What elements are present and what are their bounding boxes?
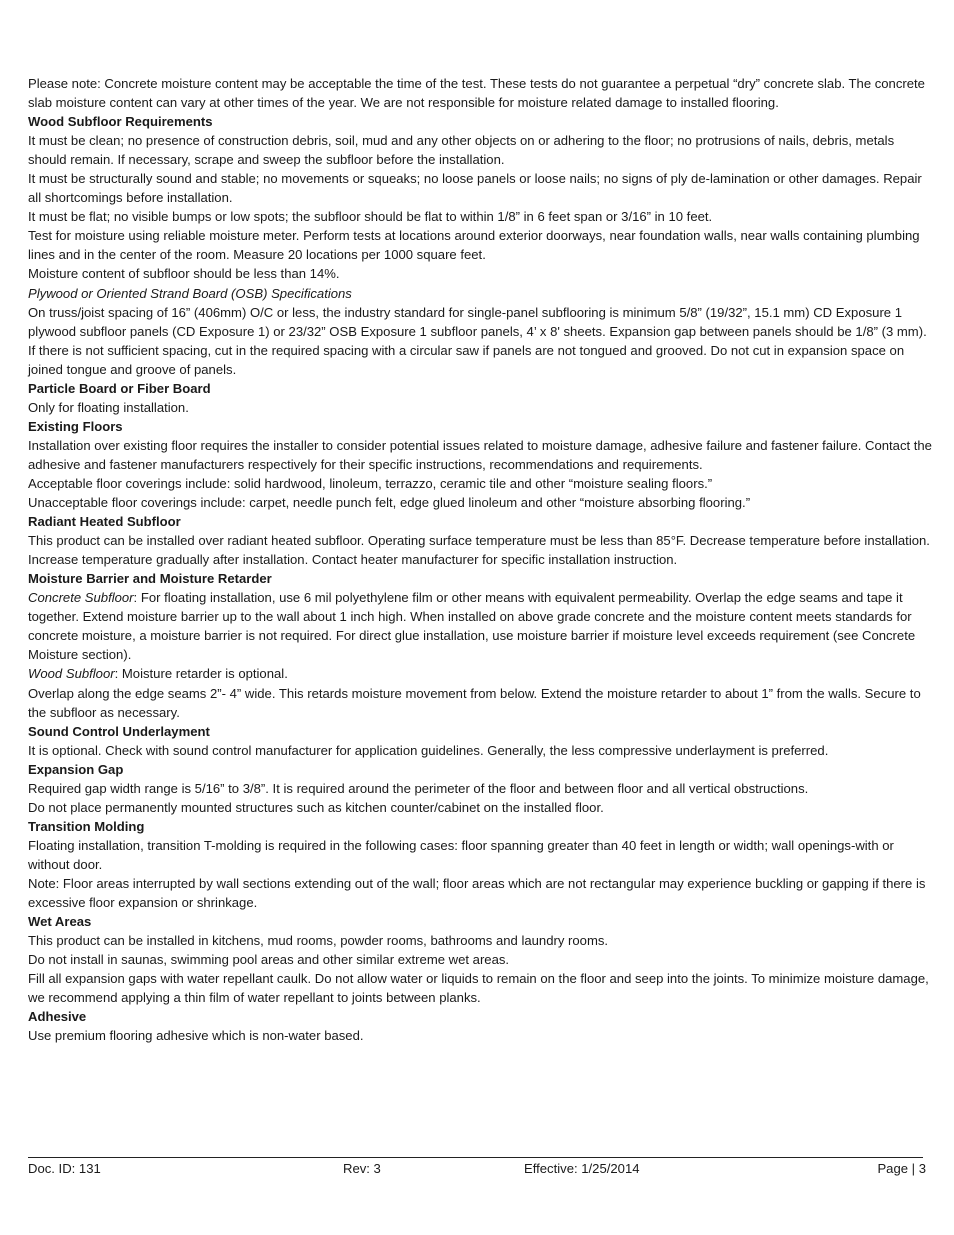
paragraph: Note: Floor areas interrupted by wall sections extending out of the wall; floor areas which are not rectangular may experience buckling or gapping if there is excessive floor expansion or shrinkage. <box>28 875 926 911</box>
section-heading-adhesive: Adhesive <box>28 1009 87 1025</box>
paragraph: Unacceptable floor coverings include: carpet, needle punch felt, edge glued linoleum and other “moisture absorbing flooring.” <box>28 495 751 511</box>
wood-subfloor-text: : Moisture retarder is optional. <box>114 666 288 682</box>
paragraph: Do not install in saunas, swimming pool areas and other similar extreme wet areas. <box>28 952 510 968</box>
paragraph: Acceptable floor coverings include: solid hardwood, linoleum, terrazzo, ceramic tile and other “moisture sealing floors.” <box>28 475 713 491</box>
concrete-subfloor-label: Concrete Subfloor <box>28 590 134 606</box>
section-heading-wet-areas: Wet Areas <box>28 914 92 930</box>
paragraph: Only for floating installation. <box>28 399 189 415</box>
section-heading-expansion-gap: Expansion Gap <box>28 761 124 777</box>
footer-divider <box>28 1157 923 1158</box>
paragraph: It must be clean; no presence of construction debris, soil, mud and any other objects on or adhering to the floor; no protrusions of nails, debris, metals should remain. If necessary, scrape and sweep the subfloor before the installation. <box>28 133 895 168</box>
section-heading-particle-board: Particle Board or Fiber Board <box>28 380 211 396</box>
footer-page-number: Page | 3 <box>877 1161 926 1176</box>
section-heading-wood-subfloor: Wood Subfloor Requirements <box>28 114 213 130</box>
wood-subfloor-label: Wood Subfloor <box>28 666 115 682</box>
paragraph: This product can be installed over radiant heated subfloor. Operating surface temperature must be less than 85°F. Decrease temperature before installation. Increase temperature gradually after installation. Contact heater manufacturer for specific installation instruction. <box>28 533 930 568</box>
paragraph: Overlap along the edge seams 2”- 4” wide. This retards moisture movement from below. Extend the moisture retarder to about 1” from the walls. Secure to the subfloor as necessary. <box>28 685 921 720</box>
document-body <box>28 74 932 1045</box>
section-heading-existing-floors: Existing Floors <box>28 418 123 434</box>
paragraph: Floating installation, transition T-molding is required in the following cases: floor spanning greater than 40 feet in length or width; wall openings-with or without door. <box>28 837 894 872</box>
paragraph: It must be flat; no visible bumps or low spots; the subfloor should be flat to within 1/8” in 6 feet span or 3/16” in 10 feet. <box>28 209 713 225</box>
paragraph: It must be structurally sound and stable; no movements or squeaks; no loose panels or loose nails; no signs of ply de-lamination or other damages. Repair all shortcomings before installation. <box>28 171 922 206</box>
paragraph: Fill all expansion gaps with water repellant caulk. Do not allow water or liquids to remain on the floor and seep into the joints. To minimize moisture damage, we recommend applying a thin film of water repellant to joints between planks. <box>28 971 929 1006</box>
paragraph <box>28 664 932 683</box>
footer-doc-id: Doc. ID: 131 <box>28 1161 101 1176</box>
paragraph: Moisture content of subfloor should be less than 14%. <box>28 266 340 282</box>
paragraph: It is optional. Check with sound control manufacturer for application guidelines. Generally, the less compressive underlayment is preferred. <box>28 742 829 758</box>
paragraph <box>28 588 932 664</box>
footer-effective-date: Effective: 1/25/2014 <box>524 1161 640 1176</box>
paragraph: Do not place permanently mounted structures such as kitchen counter/cabinet on the installed floor. <box>28 799 604 815</box>
paragraph: Installation over existing floor requires the installer to consider potential issues related to moisture damage, adhesive failure and fastener failure. Contact the adhesive and fastener manufacturers respectively for their specific instructions, recommendations and requirements. <box>28 437 932 472</box>
footer-revision: Rev: 3 <box>343 1161 381 1176</box>
concrete-subfloor-text: : For floating installation, use 6 mil polyethylene film or other means with equivalent permeability. Overlap the edge seams and tape it together. Extend moisture barrier up to the wall about 1 inch high. When installed on above grade concrete and the moisture content meets standards for concrete moisture, a moisture barrier is not required. For direct glue installation, use moisture barrier if moisture level exceeds requirement (see Concrete Moisture section). <box>28 590 916 663</box>
section-heading-transition-molding: Transition Molding <box>28 818 145 834</box>
intro-paragraph: Please note: Concrete moisture content may be acceptable the time of the test. These tests do not guarantee a perpetual “dry” concrete slab. The concrete slab moisture content can vary at other times of the year. We are not responsible for moisture related damage to installed flooring. <box>28 76 925 111</box>
paragraph: On truss/joist spacing of 16” (406mm) O/C or less, the industry standard for single-panel subflooring is minimum 5/8” (19/32”, 15.1 mm) CD Exposure 1 plywood subfloor panels (CD Exposure 1) or 23/32” OSB Exposure 1 subfloor panels, 4’ x 8' sheets. Expansion gap between panels should be 1/8” (3 mm). If there is not sufficient spacing, cut in the required spacing with a circular saw if panels are not tongued and grooved. Do not cut in expansion space on joined tongue and groove of panels. <box>28 304 927 377</box>
section-heading-sound-control: Sound Control Underlayment <box>28 723 210 739</box>
section-heading-radiant-heated: Radiant Heated Subfloor <box>28 514 181 530</box>
paragraph: This product can be installed in kitchens, mud rooms, powder rooms, bathrooms and laundry rooms. <box>28 933 609 949</box>
paragraph: Test for moisture using reliable moisture meter. Perform tests at locations around exterior doorways, near foundation walls, near walls containing plumbing lines and in the center of the room. Measure 20 locations per 1000 square feet. <box>28 228 920 263</box>
paragraph: Required gap width range is 5/16” to 3/8”. It is required around the perimeter of the floor and between floor and all vertical obstructions. <box>28 780 809 796</box>
section-heading-moisture-barrier: Moisture Barrier and Moisture Retarder <box>28 571 272 587</box>
paragraph: Use premium flooring adhesive which is non-water based. <box>28 1028 364 1044</box>
subheading-osb: Plywood or Oriented Strand Board (OSB) Specifications <box>28 285 352 301</box>
